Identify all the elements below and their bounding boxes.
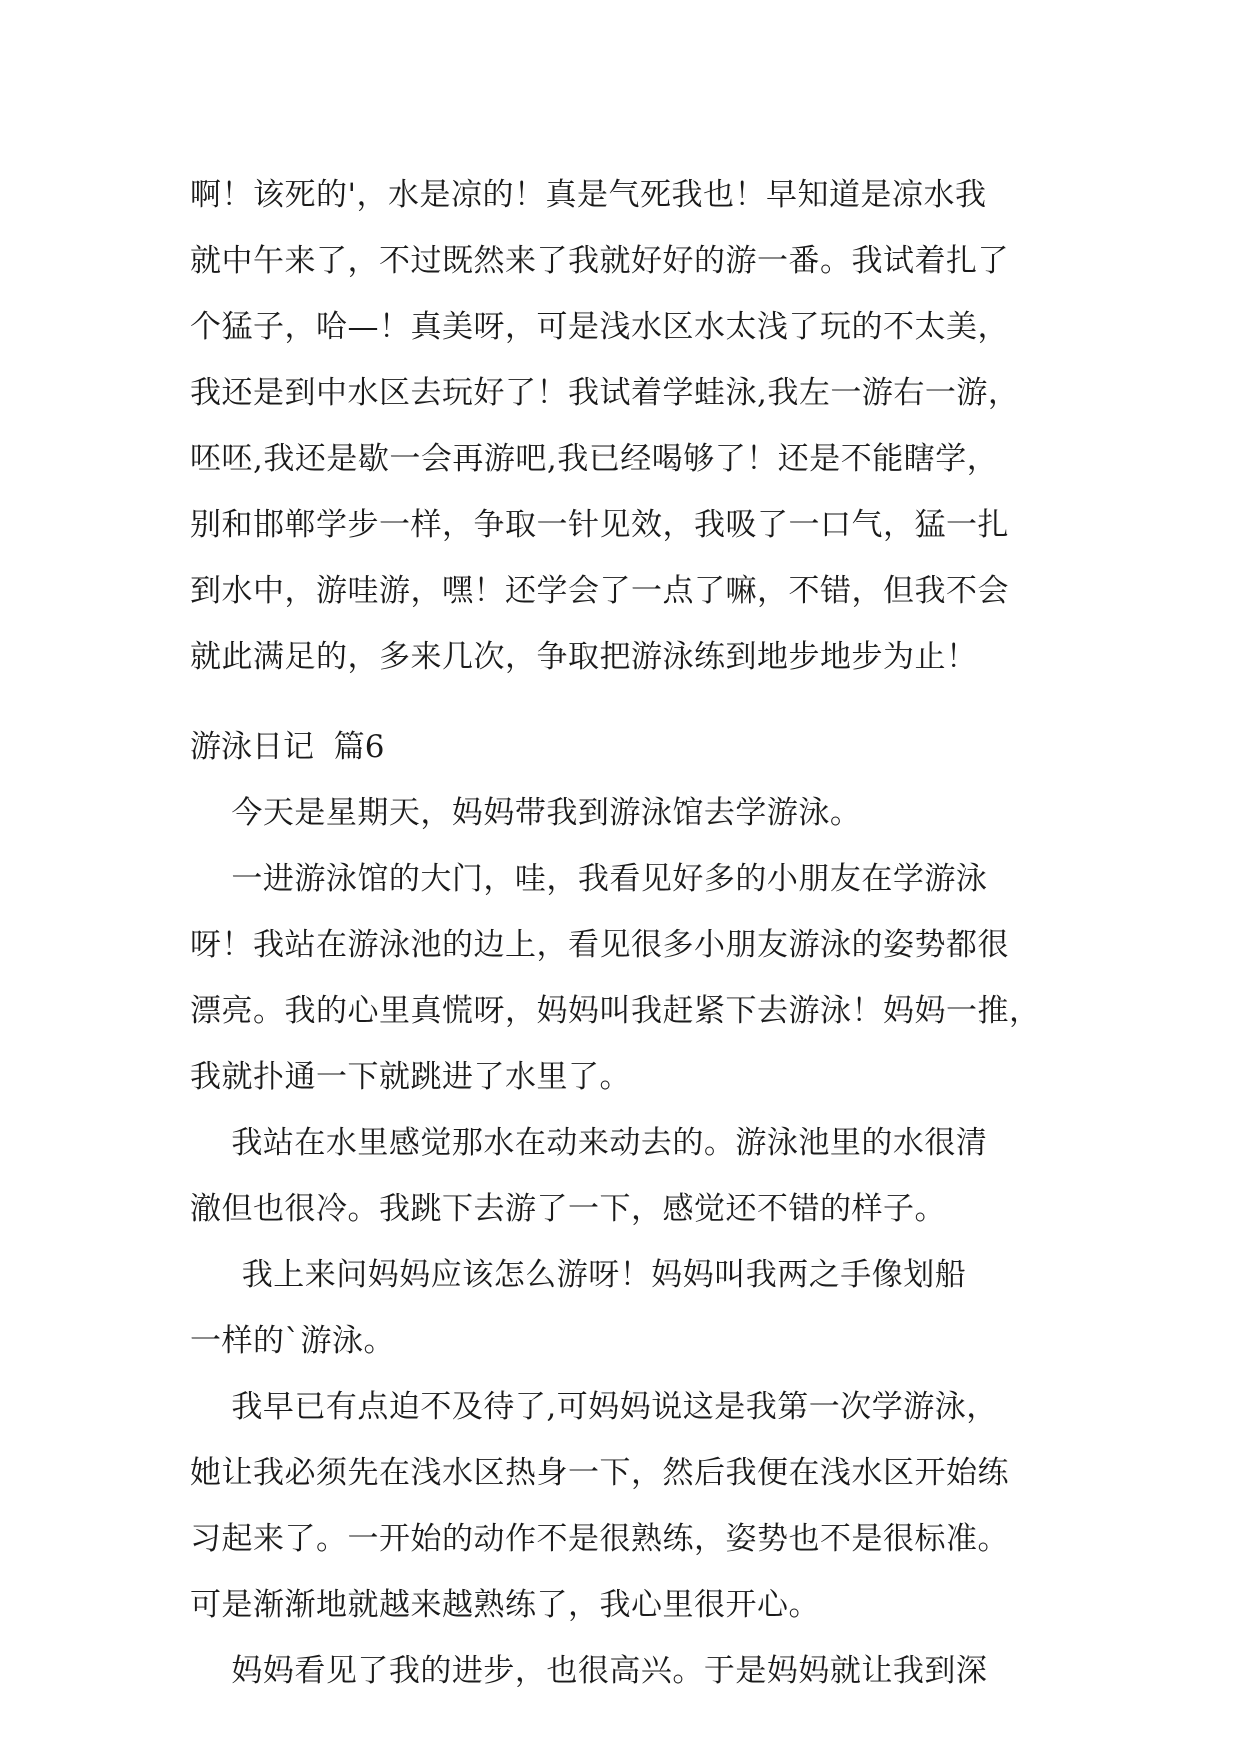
paragraph-line: 个猛子，哈—！真美呀，可是浅水区水太浅了玩的不太美， — [190, 309, 1009, 345]
document-body — [190, 162, 1070, 1704]
paragraph-line: 今天是星期天，妈妈带我到游泳馆去学游泳。 — [190, 795, 862, 831]
section-title: 游泳日记 篇6 — [190, 729, 385, 765]
paragraph-line: 我还是到中水区去玩好了！我试着学蛙泳,我左一游右一游， — [190, 375, 1020, 411]
section6-body — [190, 780, 1070, 1704]
paragraph-line: 可是渐渐地就越来越熟练了，我心里很开心。 — [190, 1587, 820, 1623]
paragraph-line: 到水中，游哇游，嘿！还学会了一点了嘛，不错，但我不会 — [190, 573, 1009, 609]
paragraph-line: 我站在水里感觉那水在动来动去的。游泳池里的水很清 — [190, 1125, 988, 1161]
paragraph-line: 呀！我站在游泳池的边上，看见很多小朋友游泳的姿势都很 — [190, 927, 1009, 963]
paragraph-line: 啊！该死的'，水是凉的！真是气死我也！早知道是凉水我 — [190, 177, 987, 213]
paragraph-line: 我上来问妈妈应该怎么游呀！妈妈叫我两之手像划船 — [190, 1257, 967, 1293]
paragraph-line: 习起来了。一开始的动作不是很熟练，姿势也不是很标准。 — [190, 1521, 1009, 1557]
paragraph-line: 我就扑通一下就跳进了水里了。 — [190, 1059, 631, 1095]
section5-tail — [190, 162, 1070, 690]
paragraph-line: 呸呸,我还是歇一会再游吧,我已经喝够了！还是不能瞎学， — [190, 441, 999, 477]
paragraph-line: 就中午来了，不过既然来了我就好好的游一番。我试着扎了 — [190, 243, 1009, 279]
paragraph-line: 一样的`游泳。 — [190, 1323, 395, 1359]
paragraph-line: 我早已有点迫不及待了,可妈妈说这是我第一次学游泳， — [190, 1389, 998, 1425]
paragraph-line: 澈但也很冷。我跳下去游了一下，感觉还不错的样子。 — [190, 1191, 946, 1227]
paragraph-line: 就此满足的，多来几次，争取把游泳练到地步地步为止！ — [190, 639, 978, 675]
paragraph-line: 别和邯郸学步一样，争取一针见效，我吸了一口气，猛一扎 — [190, 507, 1009, 543]
paragraph-line: 漂亮。我的心里真慌呀，妈妈叫我赶紧下去游泳！妈妈一推， — [190, 993, 1041, 1029]
paragraph-line: 她让我必须先在浅水区热身一下，然后我便在浅水区开始练 — [190, 1455, 1009, 1491]
paragraph-line: 一进游泳馆的大门，哇，我看见好多的小朋友在学游泳 — [190, 861, 988, 897]
paragraph-line: 妈妈看见了我的进步，也很高兴。于是妈妈就让我到深 — [190, 1653, 988, 1689]
